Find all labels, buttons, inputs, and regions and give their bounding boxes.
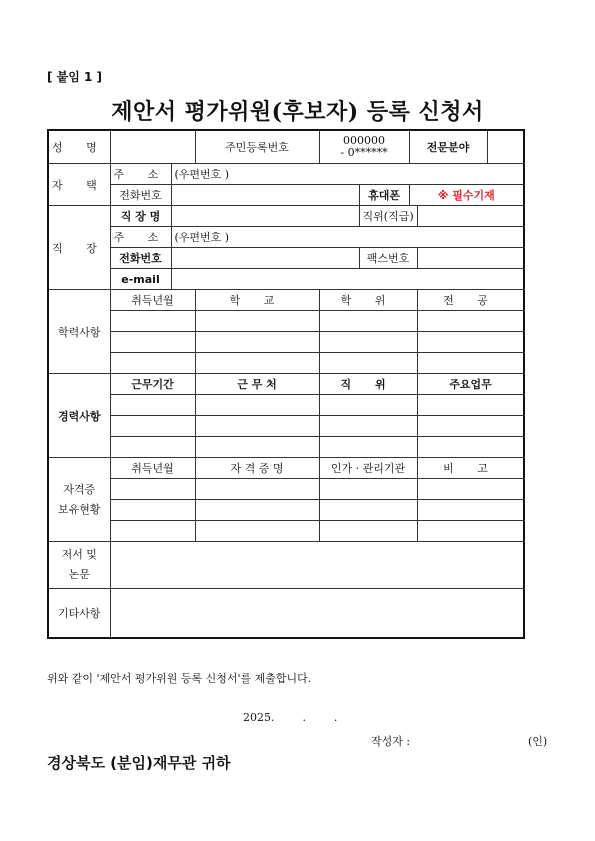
fax-label: 팩스번호: [359, 248, 417, 269]
education-header-major: 전 공: [417, 290, 524, 311]
rrn-value-front: 000000: [343, 134, 386, 147]
fax-field[interactable]: [417, 248, 524, 269]
registration-form-table: [47, 129, 525, 639]
attachment-label: [ 붙임 1 ]: [47, 70, 103, 84]
specialty-field[interactable]: [487, 130, 524, 164]
name-label: 성 명: [48, 130, 110, 164]
career-row[interactable]: [48, 416, 524, 437]
rrn-value-back: - 0******: [340, 146, 388, 159]
position-label: 직위(직급): [359, 206, 417, 227]
home-address-label: 주 소: [110, 164, 171, 185]
cert-header-date: 취득년월: [110, 458, 195, 479]
education-row[interactable]: [48, 332, 524, 353]
submission-date[interactable]: 2025. . .: [243, 711, 338, 724]
page-title: 제안서 평가위원(후보자) 등록 신청서: [111, 99, 484, 125]
certification-row[interactable]: [48, 521, 524, 542]
certification-section-label: 자격증 보유현황: [48, 458, 110, 542]
rrn-label: 주민등록번호: [195, 130, 319, 164]
author-label: 작성자 :: [371, 735, 411, 748]
other-field[interactable]: [110, 589, 524, 639]
education-header-date: 취득년월: [110, 290, 195, 311]
submission-statement: 위와 같이 '제안서 평가위원 등록 신청서'를 제출합니다.: [47, 672, 312, 685]
education-section-label: 학력사항: [48, 290, 110, 374]
workplace-name-label: 직 장 명: [110, 206, 171, 227]
home-phone-field[interactable]: [171, 185, 359, 206]
career-row[interactable]: [48, 437, 524, 458]
certification-row[interactable]: [48, 479, 524, 500]
cert-header-remarks: 비 고: [417, 458, 524, 479]
specialty-label: 전문분야: [409, 130, 487, 164]
mobile-field[interactable]: ※ 필수기재: [409, 185, 524, 206]
addressee: 경상북도 (분임)재무관 귀하: [47, 754, 231, 772]
workplace-name-field[interactable]: [171, 206, 359, 227]
email-label: e-mail: [110, 269, 171, 290]
education-header-school: 학 교: [195, 290, 319, 311]
education-row[interactable]: [48, 353, 524, 374]
work-address-field[interactable]: (우편번호 ): [171, 227, 524, 248]
position-field[interactable]: [417, 206, 524, 227]
career-header-duties: 주요업무: [417, 374, 524, 395]
mobile-label: 휴대폰: [359, 185, 409, 206]
work-phone-field[interactable]: [171, 248, 359, 269]
career-row[interactable]: [48, 395, 524, 416]
seal-label: (인): [528, 735, 548, 748]
career-header-period: 근무기간: [110, 374, 195, 395]
career-header-workplace: 근 무 처: [195, 374, 319, 395]
work-phone-label: 전화번호: [110, 248, 171, 269]
work-section-label: 직 장: [48, 206, 110, 290]
home-phone-label: 전화번호: [110, 185, 171, 206]
career-header-position: 직 위: [319, 374, 417, 395]
other-label: 기타사항: [48, 589, 110, 639]
name-field[interactable]: [110, 130, 195, 164]
education-header-degree: 학 위: [319, 290, 417, 311]
publications-label: 저서 및 논문: [48, 542, 110, 589]
rrn-field[interactable]: [319, 130, 409, 164]
publications-field[interactable]: [110, 542, 524, 589]
career-section-label: 경력사항: [48, 374, 110, 458]
education-row[interactable]: [48, 311, 524, 332]
home-section-label: 자 택: [48, 164, 110, 206]
cert-header-name: 자 격 증 명: [195, 458, 319, 479]
email-field[interactable]: [171, 269, 524, 290]
work-address-label: 주 소: [110, 227, 171, 248]
home-address-field[interactable]: (우편번호 ): [171, 164, 524, 185]
certification-row[interactable]: [48, 500, 524, 521]
cert-header-authority: 인가 · 관리기관: [319, 458, 417, 479]
